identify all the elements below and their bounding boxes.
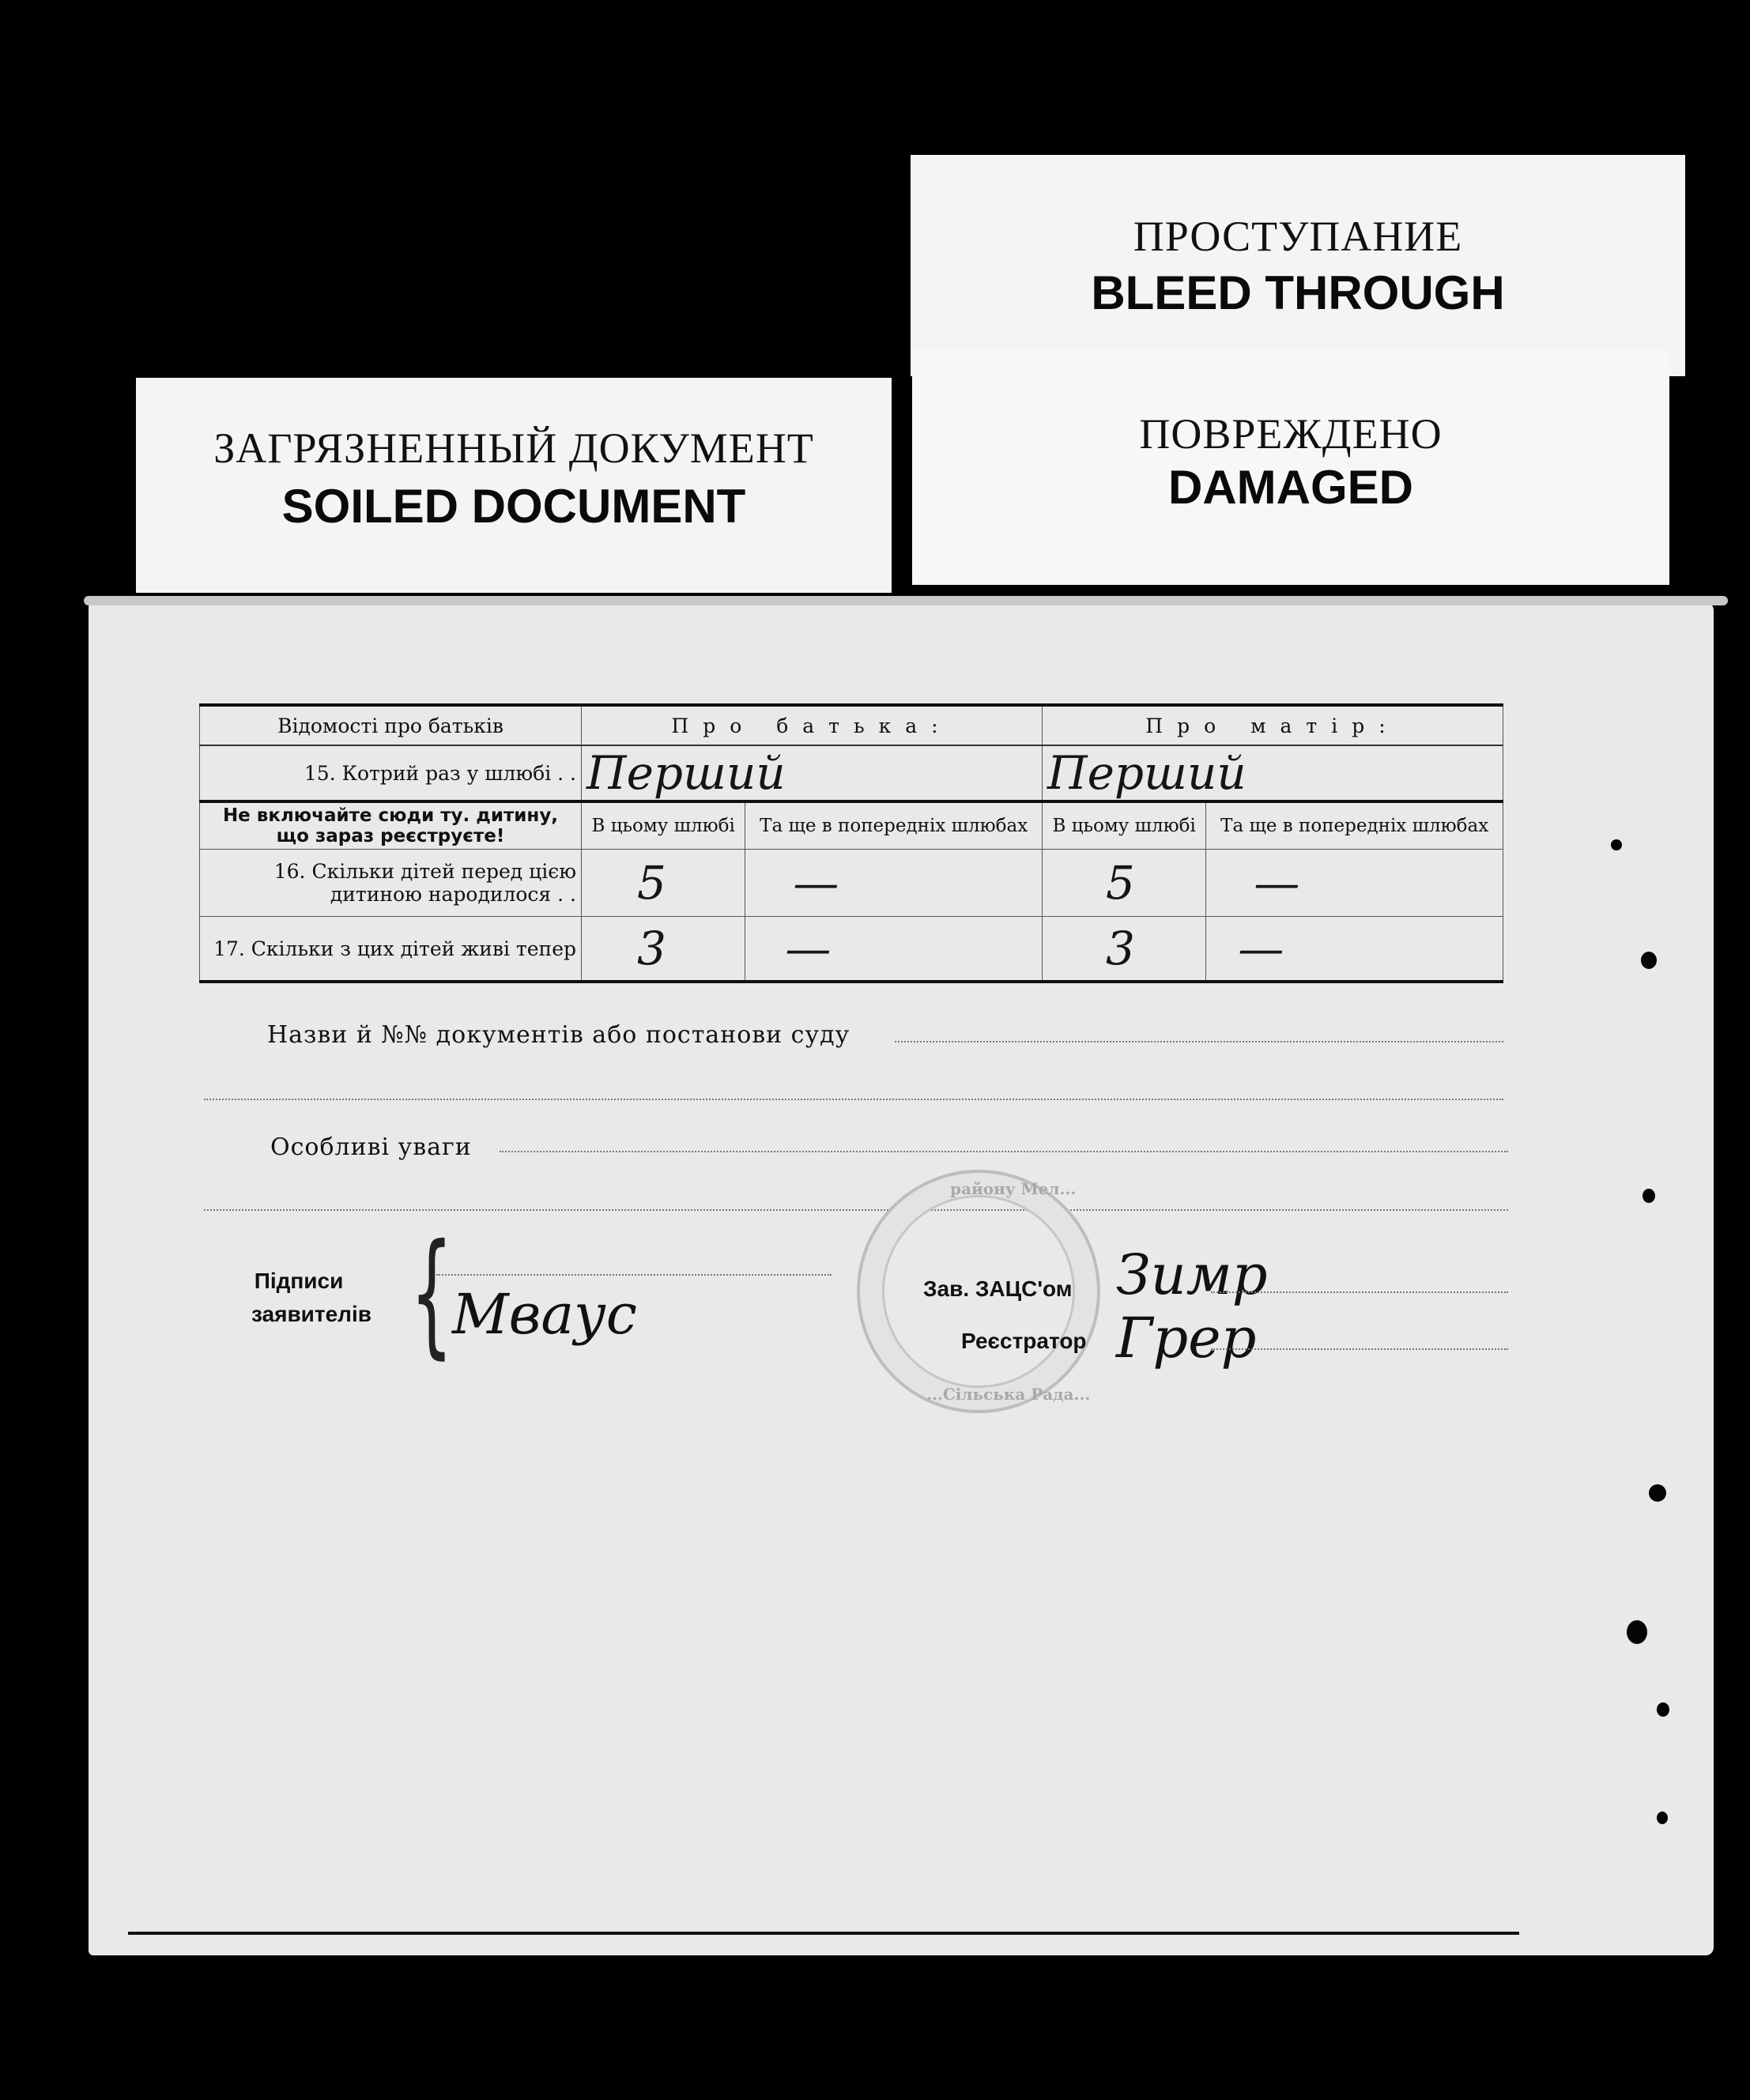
registrar-sign-line: [1211, 1348, 1508, 1350]
soiled-document-tag: [136, 378, 892, 593]
signatures-label: [251, 1265, 371, 1331]
remarks-line-2: [204, 1209, 1508, 1211]
registry-form-sheet: [89, 602, 1714, 1955]
stamp-top-text: району Мел...: [950, 1179, 1077, 1198]
row17-mother-current: 3: [1042, 917, 1205, 982]
sub-mother-previous: Та ще в попередніх шлюбах: [1206, 801, 1503, 850]
header-parents-info: Відомості про батьків: [200, 705, 582, 745]
bleed-through-tag: [911, 155, 1685, 376]
damage-spot: [1611, 839, 1622, 850]
row16-mother-previous: —: [1206, 850, 1503, 917]
signatures-label-line-2: заявителів: [251, 1302, 371, 1326]
damage-spot: [1657, 1702, 1669, 1717]
header-mother: Про матір:: [1042, 705, 1503, 745]
row16-label: 16. Скільки дітей перед цією дитиною народилося . .: [200, 850, 582, 917]
damage-spot: [1643, 1189, 1655, 1203]
parents-info-table: [199, 703, 1503, 983]
row15-label: 15. Котрий раз у шлюбі . .: [200, 745, 582, 801]
row15-father-value: Перший: [582, 745, 1043, 801]
damage-spot: [1641, 952, 1657, 969]
head-of-registry-label: Зав. ЗАЦС'ом: [923, 1276, 1073, 1301]
documents-line-1: [895, 1041, 1503, 1042]
row17-mother-previous: —: [1206, 917, 1503, 982]
damage-spot: [1627, 1620, 1647, 1644]
bottom-rule: [128, 1932, 1519, 1935]
soiled-tag-ru: ЗАГРЯЗНЕННЫЙ ДОКУМЕНТ: [213, 424, 814, 472]
bleed-tag-en: BLEED THROUGH: [1091, 266, 1505, 319]
soiled-tag-en: SOILED DOCUMENT: [281, 480, 746, 533]
remarks-label: Особливі уваги: [270, 1133, 472, 1161]
head-sign-line: [1211, 1291, 1508, 1293]
damage-spot: [1657, 1812, 1668, 1824]
documents-line-2: [204, 1099, 1503, 1100]
sub-father-current: В цьому шлюбі: [582, 801, 745, 850]
row15-mother-value: Перший: [1042, 745, 1503, 801]
row16-father-current: 5: [582, 850, 745, 917]
damage-spot: [1649, 1484, 1666, 1502]
remarks-line-1: [500, 1151, 1508, 1152]
header-father: Про батька:: [582, 705, 1043, 745]
registrar-signature: Грер: [1116, 1306, 1257, 1370]
note-exclude-child: Не включайте сюди ту. дитину, що зараз реєструєте!: [200, 801, 582, 850]
applicant-signature: Мваус: [452, 1282, 637, 1347]
row17-father-current: 3: [582, 917, 745, 982]
damaged-tag-en: DAMAGED: [1168, 461, 1413, 514]
damaged-tag: [912, 349, 1669, 585]
row16-mother-current: 5: [1042, 850, 1205, 917]
row16-father-previous: —: [745, 850, 1043, 917]
sub-mother-current: В цьому шлюбі: [1042, 801, 1205, 850]
applicant-sign-line-1: [436, 1274, 832, 1276]
signatures-label-line-1: Підписи: [254, 1269, 344, 1293]
documents-label: Назви й №№ документів або постанови суду: [267, 1021, 850, 1049]
row17-label: 17. Скільки з цих дітей живі тепер: [200, 917, 582, 982]
bleed-tag-ru: ПРОСТУПАНИЕ: [1133, 213, 1463, 260]
damaged-tag-ru: ПОВРЕЖДЕНО: [1139, 410, 1443, 458]
signature-bracket: {: [410, 1216, 454, 1372]
sub-father-previous: Та ще в попередніх шлюбах: [745, 801, 1043, 850]
stamp-bottom-text: ...Сільська Рада...: [926, 1385, 1091, 1404]
head-signature: Зимр: [1116, 1242, 1268, 1307]
row17-father-previous: —: [745, 917, 1043, 982]
registrar-label: Реєстратор: [961, 1329, 1087, 1353]
